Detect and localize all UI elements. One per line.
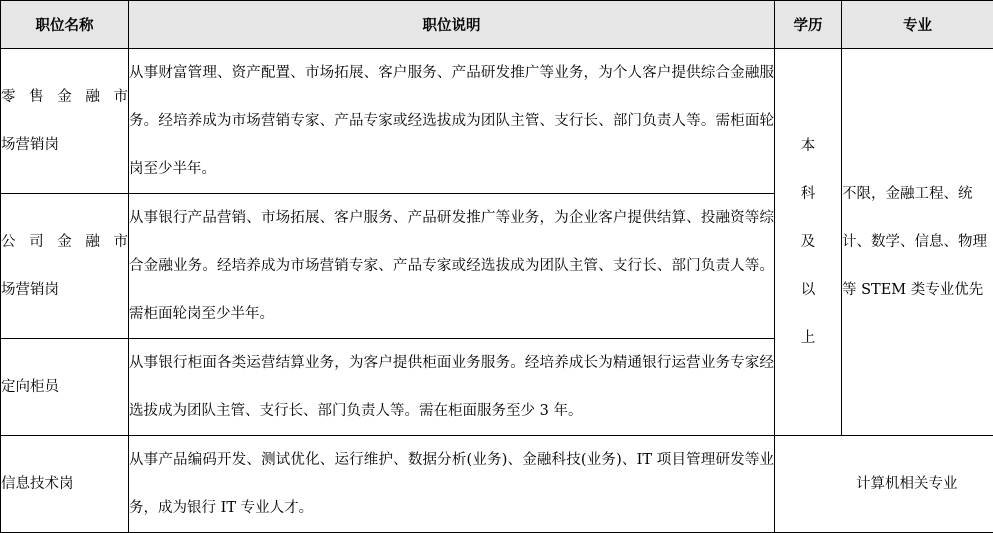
education-char: 以 [800,282,816,298]
position-name-line: 信息技术岗 [1,476,74,492]
position-description-cell: 从事产品编码开发、测试优化、运行维护、数据分析(业务)、金融科技(业务)、IT 项目管理研发等业务，成为银行 IT 专业人才。 [129,436,775,533]
major-cell: 计算机相关专业 [775,436,993,533]
position-name-cell [1,339,129,436]
position-name-line: 定向柜员 [1,379,59,395]
education-char: 及 [800,234,816,250]
position-name-cell [1,194,129,339]
education-cell [775,49,842,436]
position-name-cell [1,436,129,533]
position-name-line: 场营销岗 [1,137,59,153]
position-description-cell: 从事银行柜面各类运营结算业务，为客户提供柜面业务服务。经培养成长为精通银行运营业务专家经选拔成为团队主管、支行长、部门负责人等。需在柜面服务至少 3 年。 [129,339,775,436]
major-cell: 不限，金融工程、统计、数学、信息、物理等 STEM 类专业优先 [842,49,993,436]
table-row [1,436,993,533]
header-position-description: 职位说明 [129,1,775,49]
position-name-cell [1,49,129,194]
header-education: 学历 [775,1,842,49]
education-char: 本 [800,138,816,154]
position-description-cell: 从事银行产品营销、市场拓展、客户服务、产品研发推广等业务，为企业客户提供结算、投融资等综合金融业务。经培养成为市场营销专家、产品专家或经选拔成为团队主管、支行长、部门负责人等。需柜面轮岗至少半年。 [129,194,775,339]
table-header-row [1,1,993,49]
position-name-line: 公司金融市 [1,234,128,250]
header-major: 专业 [842,1,993,49]
table-row [1,49,993,194]
position-name-line: 场营销岗 [1,282,59,298]
header-position-name: 职位名称 [1,1,129,49]
education-char: 科 [800,186,816,202]
position-name-line: 零售金融市 [1,89,128,105]
position-description-cell: 从事财富管理、资产配置、市场拓展、客户服务、产品研发推广等业务，为个人客户提供综合金融服务。经培养成为市场营销专家、产品专家或经选拔成为团队主管、支行长、部门负责人等。需柜面轮岗至少半年。 [129,49,775,194]
education-char: 上 [800,330,816,346]
